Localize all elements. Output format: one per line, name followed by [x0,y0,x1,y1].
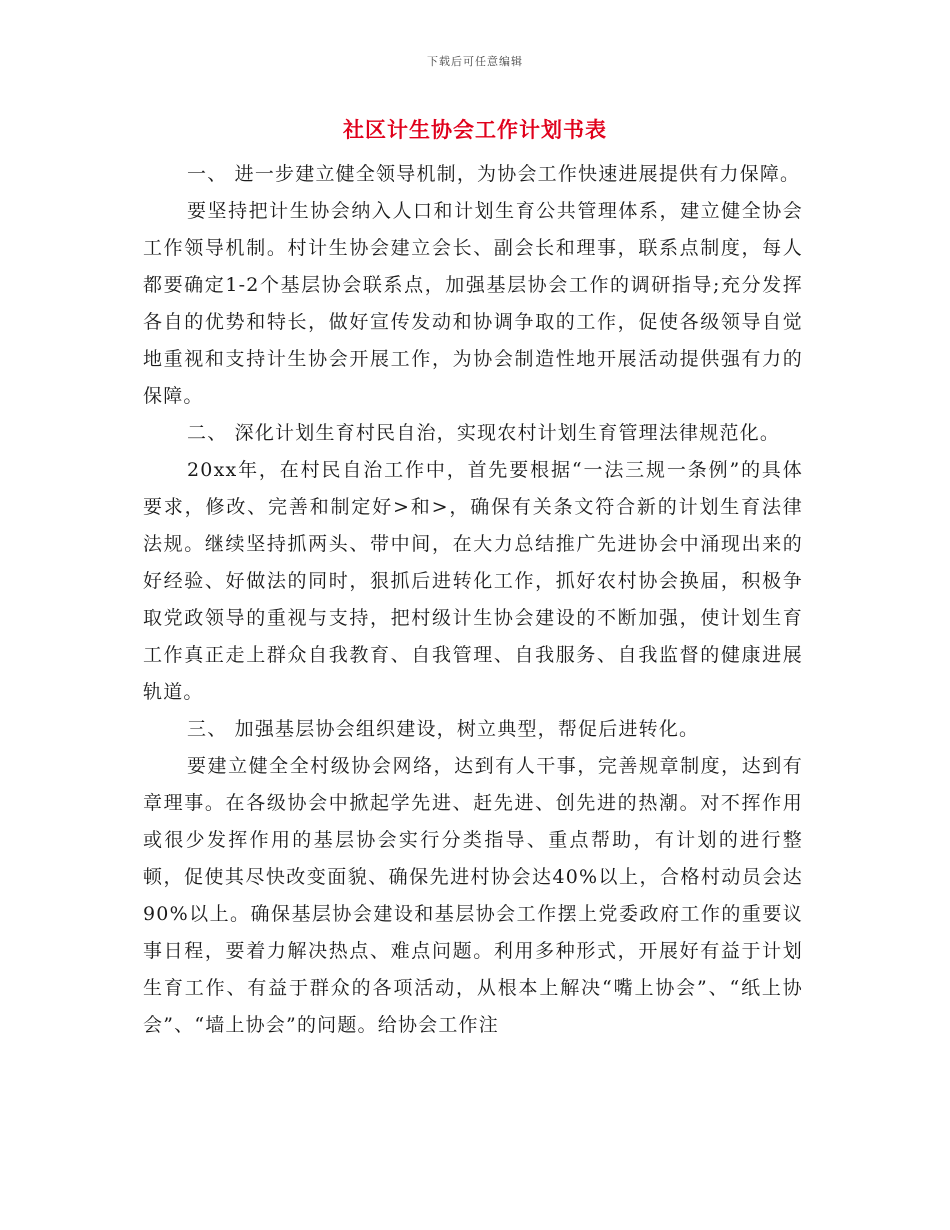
paragraph-section-1-heading: 一、 进一步建立健全领导机制，为协会工作快速进展提供有力保障。 [187,163,801,185]
document-body [143,156,803,1044]
document-title: 社区计生协会工作计划书表 [343,117,607,142]
paragraph-section-3-heading: 三、 加强基层协会组织建设，树立典型，帮促后进转化。 [187,718,700,740]
paragraph-section-2-body: 20xx年，在村民自治工作中，首先要根据“一法三规一条例”的具体要求，修改、完善和制定好>和>，确保有关条文符合新的计划生育法律法规。继续坚持抓两头、带中间，在大力总结推广先进协会中涌现出来的好经验、好做法的同时，狠抓后进转化工作，抓好农村协会换届，积极争取党政领导的重视与支持，把村级计生协会建设的不断加强，使计划生育工作真正走上群众自我教育、自我管理、自我服务、自我监督的健康进展轨道。 [143,459,803,703]
paragraph-section-1-body: 要坚持把计生协会纳入人口和计划生育公共管理体系，建立健全协会工作领导机制。村计生协会建立会长、副会长和理事，联系点制度，每人都要确定1-2个基层协会联系点，加强基层协会工作的调研指导;充分发挥各自的优势和特长，做好宣传发动和协调争取的工作，促使各级领导自觉地重视和支持计生协会开展工作，为协会制造性地开展活动提供强有力的保障。 [143,200,803,407]
header-note: 下载后可任意编辑 [427,55,523,68]
paragraph-section-3-body: 要建立健全全村级协会网络，达到有人干事，完善规章制度，达到有章理事。在各级协会中掀起学先进、赶先进、创先进的热潮。对不挥作用或很少发挥作用的基层协会实行分类指导、重点帮助，有计划的进行整顿，促使其尽快改变面貌、确保先进村协会达40%以上，合格村动员会达90%以上。确保基层协会建设和基层协会工作摆上党委政府工作的重要议事日程，要着力解决热点、难点问题。利用多种形式，开展好有益于计划生育工作、有益于群众的各项活动，从根本上解决“嘴上协会”、“纸上协会”、“墙上协会”的问题。给协会工作注 [143,755,803,1036]
paragraph-section-2-heading: 二、 深化计划生育村民自治，实现农村计划生育管理法律规范化。 [187,422,781,444]
